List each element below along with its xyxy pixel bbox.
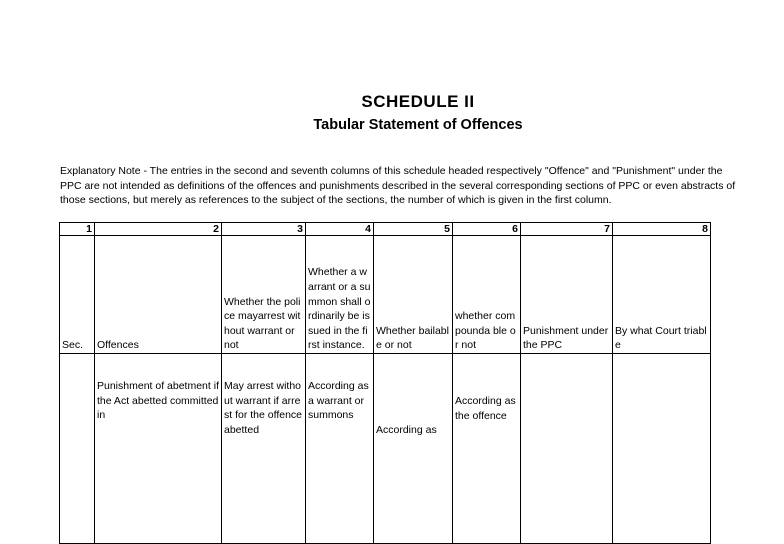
header-cell-court: By what Court triable xyxy=(613,236,711,354)
table-cell: May arrest without warrant if arrest for the offence abetted xyxy=(222,354,306,544)
table-cell: According as the offence xyxy=(453,354,521,544)
header-row xyxy=(60,236,711,354)
table-cell: According as xyxy=(374,354,453,544)
column-number: 5 xyxy=(374,223,453,236)
column-number: 4 xyxy=(306,223,374,236)
table-cell xyxy=(60,354,95,544)
column-number-row xyxy=(60,223,711,236)
column-number: 1 xyxy=(60,223,95,236)
header-cell-sec: Sec. xyxy=(60,236,95,354)
table-cell: Punishment of abetment if the Act abetted committed in xyxy=(95,354,222,544)
column-number: 3 xyxy=(222,223,306,236)
explanatory-note: Explanatory Note - The entries in the second and seventh columns of this schedule headed respectively "Offence" and "Punishment" under the PPC are not intended as definitions of the offences and punishments described in the several corresponding sections of PPC or even abstracts of those sections, but merely as references to the subject of the sections, the number of which is given in the first column. xyxy=(60,165,736,206)
header-cell-offences: Offences xyxy=(95,236,222,354)
table-row xyxy=(60,354,711,544)
column-number: 6 xyxy=(453,223,521,236)
column-number: 7 xyxy=(521,223,613,236)
header-cell-compoundable: whether compounda ble or not xyxy=(453,236,521,354)
header-cell-bailable: Whether bailable or not xyxy=(374,236,453,354)
table-cell: According as a warrant or summons xyxy=(306,354,374,544)
column-number: 2 xyxy=(95,223,222,236)
header-cell-arrest: Whether the police mayarrest without warrant or not xyxy=(222,236,306,354)
column-number: 8 xyxy=(613,223,711,236)
table-cell xyxy=(521,354,613,544)
schedule-title: SCHEDULE II xyxy=(361,92,475,111)
offences-table xyxy=(59,222,711,544)
table-cell xyxy=(613,354,711,544)
schedule-subtitle: Tabular Statement of Offences xyxy=(313,117,523,133)
header-cell-punishment: Punishment under the PPC xyxy=(521,236,613,354)
header-cell-warrant-summon: Whether a warrant or a summon shall ordinarily be issued in the first instance. xyxy=(306,236,374,354)
